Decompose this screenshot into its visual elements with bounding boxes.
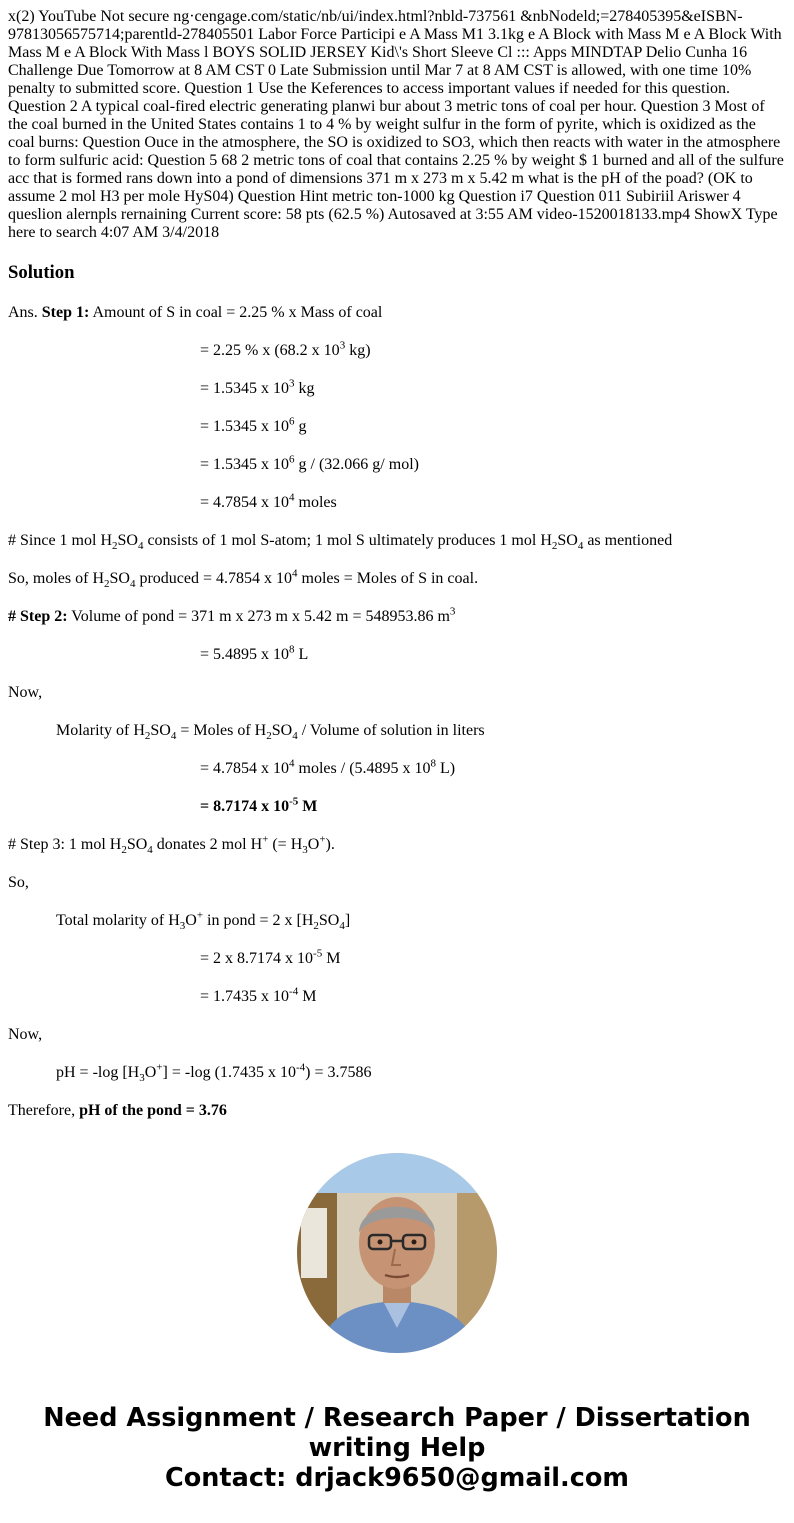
calc-text: = 4.7854 x 10 bbox=[200, 494, 290, 511]
superscript: + bbox=[262, 833, 269, 846]
text: SO bbox=[271, 722, 293, 739]
calc-text: = 5.4895 x 10 bbox=[200, 646, 290, 663]
text: as mentioned bbox=[583, 532, 673, 549]
calc-text: moles / (5.4895 x 10 bbox=[294, 760, 431, 777]
subscript: 4 bbox=[137, 540, 144, 553]
moles-note bbox=[8, 568, 786, 590]
text: ] bbox=[344, 912, 351, 929]
molarity-calc bbox=[8, 758, 786, 780]
so-label: So, bbox=[8, 874, 29, 891]
calc-text: kg) bbox=[345, 342, 371, 359]
subscript: 4 bbox=[292, 730, 298, 743]
exponent: 3 bbox=[289, 377, 295, 390]
final-answer: pH of the pond = 3.76 bbox=[79, 1102, 227, 1119]
calc-text: kg bbox=[294, 380, 315, 397]
conclusion bbox=[8, 1100, 786, 1122]
calc-text: = 1.5345 x 10 bbox=[200, 418, 290, 435]
calc-text: = 4.7854 x 10 bbox=[200, 760, 290, 777]
step1-line bbox=[8, 302, 786, 324]
question-text: x(2) YouTube Not secure ng·cengage.com/static/nb/ui/index.html?nbld-737561 &nbNodeld;=278405395&eISBN-97813056575714;parentld-278405501 Labor Force Participi e A Mass M1 3.1kg e A Block with Mass M e A Block With Mass M e A Block With Mass l BOYS SOLID JERSEY Kid\'s Short Sleeve Cl ::: Apps MINDTAP Delio Cunha 16 Challenge Due Tomorrow at 8 AM CST 0 Late Submission until Mar 7 at 8 AM CST is allowed, with one time 10% penalty to submitted score. Question 1 Use the Keferences to access important values if needed for this question. Question 2 A typical coal-fired electric generating planwi bur about 3 metric tons of coal per hour. Question 3 Most of the coal burned in the United States contains 1 to 4 % by weight sulfur in the form of pyrite, which is oxidized as the coal burns: Question Ouce in the atmosphere, the SO is oxidized to SO3, which then reacts with water in the atmosphere to form sulfuric acid: Question 5 68 2 metric tons of coal that contains 2.25 % by weight $ 1 burned and all of the sulfure acc that is formed rans down into a pond of dimensions 371 m x 273 m x 5.42 m what is the pH of the poad? (OK to assume 2 mol H3 per mole HyS04) Question Hint metric ton-1000 kg Question i7 Question 011 Subiriil Ariswer 4 queslion alernpls rernaining Current score: 58 pts (62.5 %) Autosaved at 3:55 AM video-1520018133.mp4 ShowX Type here to search 4:07 AM 3/4/2018 bbox=[8, 8, 784, 241]
text: ] = -log (1.7435 x 10 bbox=[162, 1064, 296, 1081]
step1-label: Step 1: bbox=[41, 304, 90, 321]
exponent: 4 bbox=[289, 757, 295, 770]
text: ). bbox=[325, 836, 335, 853]
since-note bbox=[8, 530, 786, 552]
text: # Since 1 mol H bbox=[8, 532, 112, 549]
solution-heading: Solution bbox=[8, 262, 75, 283]
step1-calc-2 bbox=[8, 378, 786, 400]
superscript: + bbox=[156, 1061, 163, 1074]
exponent: 3 bbox=[449, 605, 456, 618]
molarity-formula bbox=[8, 720, 786, 742]
subscript: 2 bbox=[121, 844, 127, 857]
text: SO bbox=[557, 532, 578, 549]
text: O bbox=[307, 836, 320, 853]
promo-banner bbox=[0, 1403, 794, 1493]
calc-text: = 1.7435 x 10 bbox=[200, 988, 290, 1005]
text: (= H bbox=[268, 836, 303, 853]
molarity-result bbox=[8, 796, 786, 818]
text: # Step 3: 1 mol H bbox=[8, 836, 122, 853]
text: SO bbox=[117, 532, 138, 549]
calc-text: M bbox=[322, 950, 341, 967]
text: donates 2 mol H bbox=[152, 836, 263, 853]
text: = Moles of H bbox=[176, 722, 267, 739]
text: O bbox=[185, 912, 197, 929]
subscript: 4 bbox=[577, 540, 584, 553]
step3-line bbox=[8, 834, 786, 856]
exponent: 4 bbox=[289, 491, 295, 504]
text: produced = 4.7854 x 10 bbox=[135, 570, 293, 587]
now-label: Now, bbox=[8, 684, 43, 701]
text: ) = 3.7586 bbox=[305, 1064, 372, 1081]
subscript: 2 bbox=[266, 730, 272, 743]
calc-text: moles bbox=[294, 494, 337, 511]
text: Therefore, bbox=[8, 1102, 80, 1119]
exponent: 8 bbox=[430, 757, 437, 770]
subscript: 2 bbox=[112, 540, 118, 553]
calc-text: M bbox=[298, 988, 317, 1005]
text: SO bbox=[109, 570, 130, 587]
subscript: 3 bbox=[179, 920, 186, 933]
text: Total molarity of H bbox=[56, 912, 180, 929]
subscript: 2 bbox=[551, 540, 558, 553]
text: consists of 1 mol S-atom; 1 mol S ultimately produces 1 mol H bbox=[143, 532, 552, 549]
calc-text: g / (32.066 g/ mol) bbox=[294, 456, 419, 473]
promo-line-1: Need Assignment / Research Paper / Dissertation bbox=[43, 1403, 751, 1433]
superscript: + bbox=[196, 909, 204, 922]
step2-calc-1 bbox=[8, 644, 786, 666]
exponent: 8 bbox=[289, 643, 295, 656]
step1-calc-3 bbox=[8, 416, 786, 438]
exponent: -4 bbox=[295, 1061, 306, 1074]
exponent: 3 bbox=[339, 339, 346, 352]
calc-text: = 2.25 % x (68.2 x 10 bbox=[200, 342, 340, 359]
text: SO bbox=[318, 912, 340, 929]
ph-formula bbox=[8, 1062, 786, 1084]
text: So, moles of H bbox=[8, 570, 104, 587]
ans-label: Ans. bbox=[8, 304, 38, 321]
total-molarity-calc bbox=[8, 948, 786, 970]
subscript: 4 bbox=[129, 578, 136, 591]
subscript: 2 bbox=[144, 730, 151, 743]
calc-text: = 1.5345 x 10 bbox=[200, 456, 290, 473]
subscript: 4 bbox=[339, 920, 345, 933]
calc-text: L bbox=[294, 646, 309, 663]
subscript: 4 bbox=[170, 730, 177, 743]
subscript: 3 bbox=[139, 1072, 145, 1085]
result-text: M bbox=[298, 798, 318, 815]
step2-line bbox=[8, 606, 786, 628]
text: SO bbox=[126, 836, 148, 853]
total-molarity-formula bbox=[8, 910, 786, 932]
step1-calc-4 bbox=[8, 454, 786, 476]
calc-text: = 2 x 8.7174 x 10 bbox=[200, 950, 314, 967]
text: O bbox=[144, 1064, 157, 1081]
total-molarity-result bbox=[8, 986, 786, 1008]
text: / Volume of solution in liters bbox=[297, 722, 485, 739]
subscript: 4 bbox=[147, 844, 153, 857]
superscript: + bbox=[319, 833, 326, 846]
exponent: -5 bbox=[313, 947, 323, 960]
step2-label: # Step 2: bbox=[8, 608, 68, 625]
author-photo bbox=[297, 1153, 497, 1353]
calc-text: L) bbox=[436, 760, 456, 777]
subscript: 2 bbox=[313, 920, 319, 933]
now-label: Now, bbox=[8, 1026, 43, 1043]
subscript: 2 bbox=[104, 578, 110, 591]
promo-contact: Contact: drjack9650@gmail.com bbox=[165, 1463, 629, 1493]
promo-line-2: writing Help bbox=[308, 1433, 486, 1463]
portrait-image bbox=[297, 1153, 497, 1353]
text: pH = -log [H bbox=[56, 1064, 140, 1081]
step1-calc-5 bbox=[8, 492, 786, 514]
subscript: 3 bbox=[302, 844, 308, 857]
exponent: 4 bbox=[292, 567, 298, 580]
text: Molarity of H bbox=[56, 722, 145, 739]
step1-calc-1 bbox=[8, 340, 786, 362]
step1-text: Amount of S in coal = 2.25 % x Mass of coal bbox=[92, 304, 383, 321]
result-text: = 8.7174 x 10 bbox=[200, 798, 290, 815]
step2-text: Volume of pond = 371 m x 273 m x 5.42 m = 548953.86 m bbox=[67, 608, 450, 625]
exponent: 6 bbox=[289, 453, 295, 466]
exponent: 6 bbox=[289, 415, 295, 428]
exponent: -4 bbox=[289, 985, 299, 998]
exponent: -5 bbox=[289, 795, 299, 808]
calc-text: = 1.5345 x 10 bbox=[200, 380, 290, 397]
text: moles = Moles of S in coal. bbox=[297, 570, 479, 587]
text: SO bbox=[150, 722, 171, 739]
calc-text: g bbox=[294, 418, 307, 435]
text: in pond = 2 x [H bbox=[203, 912, 314, 929]
